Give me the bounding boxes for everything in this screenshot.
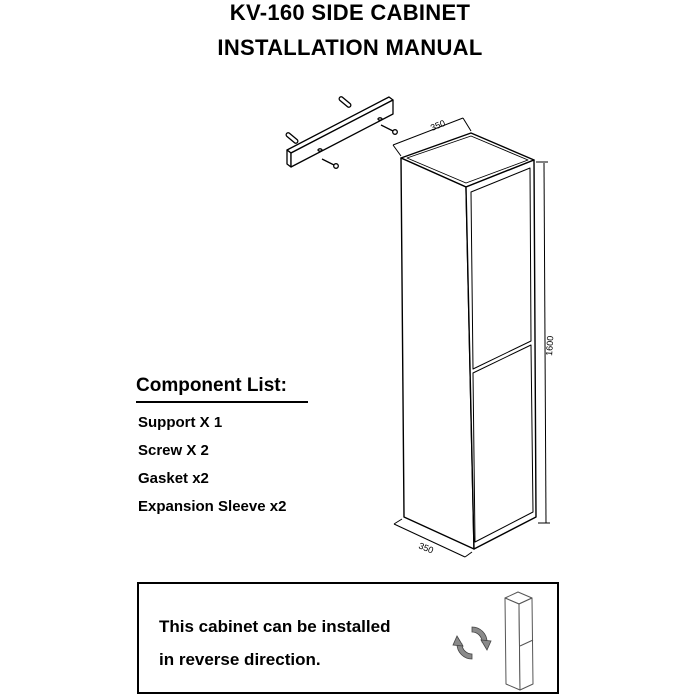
reverse-installation-note [137, 582, 559, 694]
dimension-label-top: 350 [429, 117, 447, 133]
mini-cabinet-icon [501, 588, 541, 692]
note-line-1: This cabinet can be installed [159, 617, 391, 636]
recycle-arrows-icon [451, 622, 493, 664]
dimension-label-bottom: 350 [417, 540, 435, 556]
cabinet-icon [401, 133, 536, 549]
manual-subtitle: INSTALLATION MANUAL [217, 35, 483, 60]
component-item-support: Support X 1 [138, 414, 223, 431]
wall-bracket-icon [285, 96, 397, 168]
component-list-heading: Component List: [136, 375, 287, 396]
note-line-2: in reverse direction. [159, 650, 321, 669]
component-item-gasket: Gasket x2 [138, 470, 209, 487]
manual-title: KV-160 SIDE CABINET [229, 0, 471, 25]
component-item-screw: Screw X 2 [138, 442, 209, 459]
dimension-label-height: 1600 [544, 335, 556, 357]
component-item-expansion-sleeve: Expansion Sleeve x2 [138, 498, 287, 515]
component-list-underline [136, 401, 308, 403]
